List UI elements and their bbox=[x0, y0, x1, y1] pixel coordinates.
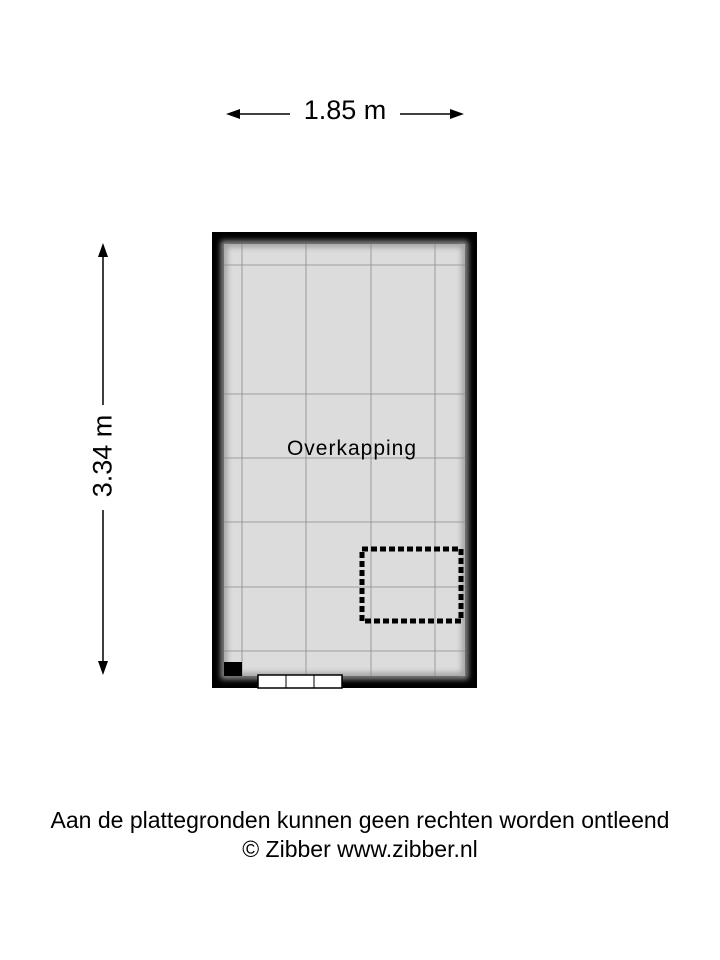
door-opening bbox=[258, 675, 342, 688]
copyright-text: © Zibber www.zibber.nl bbox=[242, 836, 478, 862]
corner-wall-notch bbox=[224, 662, 242, 676]
room-label: Overkapping bbox=[286, 437, 418, 460]
width-dimension bbox=[225, 95, 465, 133]
disclaimer-text: Aan de plattegronden kunnen geen rechten worden ontleend bbox=[50, 807, 670, 833]
width-dimension-label: 1.85 m bbox=[303, 95, 387, 125]
height-dimension-label: 3.34 m bbox=[87, 414, 118, 498]
